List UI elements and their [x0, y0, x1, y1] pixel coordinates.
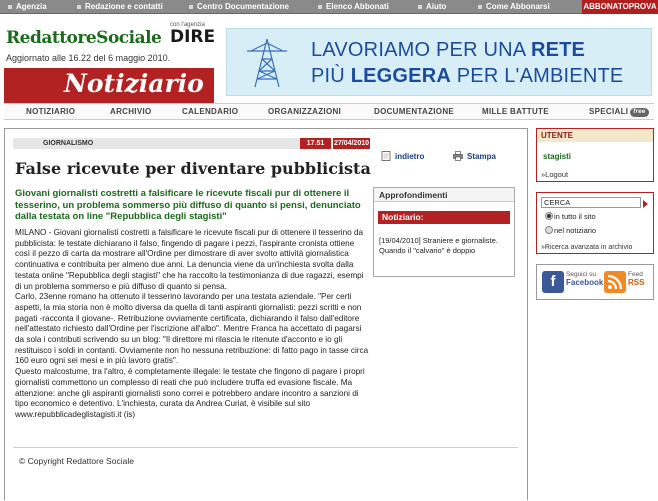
- back-link[interactable]: indietro: [381, 151, 424, 163]
- article-time: 17.51: [300, 138, 331, 149]
- rss-link[interactable]: Feed RSS: [628, 271, 645, 287]
- category-bar: [13, 138, 370, 149]
- nav-notiziario[interactable]: NOTIZIARIO: [26, 107, 76, 116]
- advanced-search-link[interactable]: »Ricerca avanzata in archivio: [541, 244, 633, 251]
- topbar-link-aiuto[interactable]: Aiuto: [418, 0, 446, 14]
- subscriber-button[interactable]: ABBONATOPROVA: [582, 0, 658, 14]
- article-panel: [4, 128, 528, 500]
- related-title: Approfondimenti: [374, 188, 514, 202]
- nav-speciali[interactable]: SPECIALI free: [589, 104, 649, 119]
- radio-icon: [545, 226, 553, 234]
- article-date: 27/04/2010: [333, 140, 370, 147]
- divider: [13, 447, 518, 448]
- nav-archivio[interactable]: ARCHIVIO: [110, 107, 152, 116]
- topbar-link-redazione[interactable]: Redazione e contatti: [77, 0, 163, 14]
- nav-calendario[interactable]: CALENDARIO: [182, 107, 239, 116]
- search-input[interactable]: CERCA: [541, 197, 641, 208]
- bullet-icon: [8, 5, 12, 9]
- print-link[interactable]: Stampa: [453, 151, 496, 163]
- search-option-news[interactable]: nel notiziario: [545, 226, 596, 235]
- article-category[interactable]: GIORNALISMO: [43, 140, 94, 147]
- facebook-link[interactable]: Seguici su Facebook: [566, 271, 604, 287]
- nav-mille-battute[interactable]: MILLE BATTUTE: [482, 107, 549, 116]
- social-box: [536, 264, 654, 300]
- search-box: [536, 192, 654, 254]
- rss-icon[interactable]: [604, 271, 626, 293]
- logout-link[interactable]: »Logout: [541, 170, 569, 179]
- bullet-icon: [318, 5, 322, 9]
- user-box-title: UTENTE: [537, 129, 653, 142]
- radio-icon: [545, 212, 553, 220]
- bullet-icon: [478, 5, 482, 9]
- search-go-icon[interactable]: [643, 200, 648, 208]
- search-option-all[interactable]: in tutto il sito: [545, 212, 596, 221]
- related-link[interactable]: [19/04/2010] Straniere e giornaliste. Quando il "calvario" è doppio: [379, 236, 498, 255]
- dire-logo: con l'agenzia DIRE: [170, 22, 216, 47]
- topbar-link-documentazione[interactable]: Centro Documentazione: [189, 0, 289, 14]
- copyright: © Copyright Redattore Sociale: [19, 456, 134, 466]
- bullet-icon: [418, 5, 422, 9]
- topbar-link-abbonati[interactable]: Elenco Abbonati: [318, 0, 389, 14]
- bullet-icon: [189, 5, 193, 9]
- related-subheading: Notiziario:: [378, 211, 510, 224]
- username: stagisti: [543, 152, 572, 161]
- topbar-link-abbonarsi[interactable]: Come Abbonarsi: [478, 0, 550, 14]
- article-body: [15, 228, 369, 421]
- article-paragraph: MILANO - Giovani giornalisti costretti a falsificare le ricevute fiscali pur di ottenere il tesserino da pubblicista: le testate dichiarano il falso, fingendo di pagare i pezzi, l'aspirante cronista ottiene così il pezzo di carta da mostrare all'Ordine per dimostrare di aver svolto attività giornalistica continuativa e contribuita per almeno due anni. La denuncia viene da un'inchiesta svolta dalla testata online "Repubblica degli stagisti" che ha raccolto la testimonianza di due ragazzi, esempi di un problema sommerso e più diffuso di quanto si pensa.: [15, 228, 364, 291]
- section-banner: [4, 68, 214, 104]
- article-subtitle: Giovani giornalisti costretti a falsificare le ricevute fiscali pur di ottenere il tesserino, un problema sommerso più diffuso di quanto si pensi, denunciato dalla testata on line "Repubblica degli stagisti": [15, 188, 361, 222]
- related-box: [373, 187, 515, 277]
- logo-text: RedattoreSociale: [6, 28, 162, 48]
- banner-line-2: PIÙ LEGGERA PER L'AMBIENTE: [311, 65, 624, 87]
- article-paragraph: Questo malcostume, tra l'altro, è completamente illegale: le testate che fingono di pagare i propri giornalisti commettono un complesso di reati che può includere truffa ed evasione fiscale. Ma attenzione: anche gli aspiranti giornalisti sono correi e potrebbero andare incontro a sanzioni di tipo economico e detentivo. L'inchiesta, curata da Andrea Curiat, è visibile sul sito www.repubblicadeglistagisti.it (is): [15, 367, 365, 419]
- site-logo[interactable]: [4, 18, 214, 100]
- main-nav: [4, 103, 654, 120]
- bullet-icon: [77, 5, 81, 9]
- nav-organizzazioni[interactable]: ORGANIZZAZIONI: [268, 107, 342, 116]
- article-paragraph: Carlo, 23enne romano ha ottenuto il tesserino lavorando per una testata aziendale. "Per certi aspetti, la mia storia non è molto diversa da quella di tanti aspiranti giornalisti: pezzi scritti e non pagati -racconta il giovane-. Retribuzione ovviamente certificata, dichiarando il falso dall'editore nell'attestato richiesto dall'Ordine per l'iscrizione all'albo". Mentre Franca ha accettato di pagarsi da sola i contributi scrivendo su un blog: "Il direttore mi rilascia le ritenute d'acconto e io gli restituisco i soldi in contanti. Ovviamente non ho nessuna retribuzione: di fatto pago in tasse circa 160 euro ogni sei mesi e in più lavoro gratis".: [15, 292, 369, 366]
- transmission-tower-icon: [241, 37, 293, 89]
- section-title: Notiziario: [64, 69, 204, 98]
- last-updated: Aggiornato alle 16.22 del 6 maggio 2010.: [6, 53, 171, 63]
- banner-line-1: LAVORIAMO PER UNA RETE: [311, 39, 586, 61]
- printer-icon: [453, 151, 463, 161]
- facebook-icon[interactable]: f: [542, 271, 564, 293]
- topbar-link-agenzia[interactable]: Agenzia: [8, 0, 47, 14]
- article-title: False ricevute per diventare pubblicista: [15, 159, 371, 178]
- ad-banner[interactable]: [226, 28, 652, 96]
- user-box: [536, 128, 654, 182]
- nav-documentazione[interactable]: DOCUMENTAZIONE: [374, 107, 455, 116]
- article-tools: [381, 151, 521, 165]
- document-icon: [381, 151, 391, 161]
- free-badge: free: [630, 108, 648, 117]
- top-bar: [0, 0, 658, 14]
